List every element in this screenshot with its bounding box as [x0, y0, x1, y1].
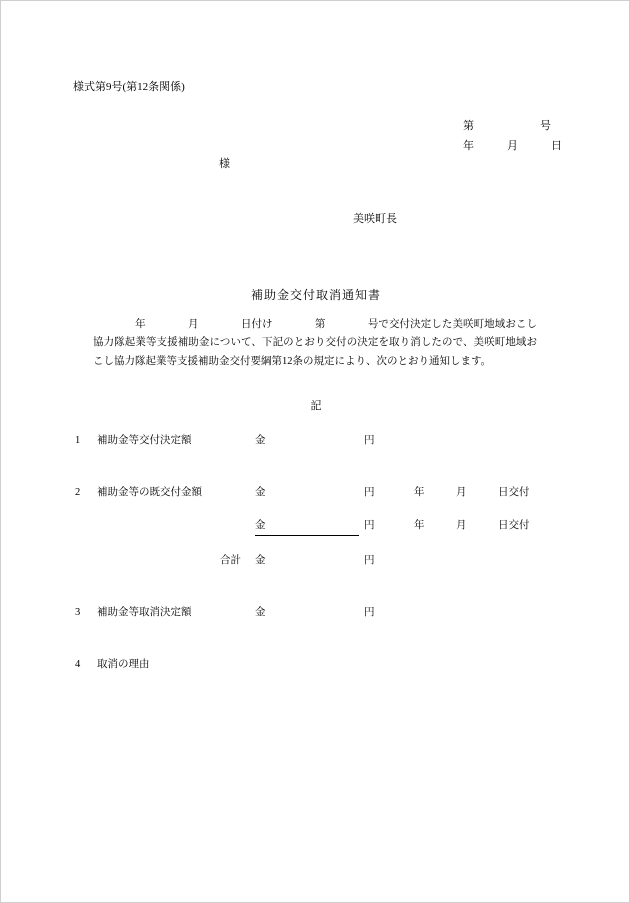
body-text: 年 月 日付け 第 号で交付決定した美咲町地域おこし協力隊起業等支援補助金について、下記のとおり交付の決定を取り消したので、美咲町地域おこし協力隊起業等支援補助金交付要綱第12条の規定により、次のとおり通知します。 [93, 319, 537, 367]
item-yen-unit: 円 [364, 607, 375, 618]
form-code-label: 様式第9号(第12条関係) [73, 81, 185, 93]
item-yen-unit: 円 [364, 435, 375, 446]
item-yen-unit: 円 [364, 520, 375, 531]
page-title: 補助金交付取消通知書 [250, 288, 381, 302]
issuer-label: 美咲町長 [353, 213, 397, 225]
list-item [75, 485, 565, 501]
item-yen-unit: 円 [364, 555, 375, 566]
item-yen-unit: 円 [364, 487, 375, 498]
item-amount-marker: 金 [255, 555, 266, 566]
item-amount-marker: 金 [255, 487, 266, 498]
body-paragraph [93, 316, 537, 371]
document-date-line: 年 月 日 [463, 140, 562, 152]
item-label: 補助金等の既交付金額 [97, 487, 202, 498]
document-body [1, 1, 630, 903]
item-number: 4 [75, 659, 81, 670]
item-label: 取消の理由 [97, 659, 150, 670]
item-amount-marker: 金 [255, 607, 266, 618]
item-payment-date: 年 月 日交付 [414, 487, 530, 498]
list-item-total [75, 553, 565, 569]
item-number: 2 [75, 487, 81, 498]
ki-marker: 記 [310, 400, 322, 412]
item-amount-marker-underlined: 金 [255, 518, 359, 536]
list-item [75, 605, 565, 621]
document-number-line: 第 号 [463, 120, 551, 132]
item-number: 1 [75, 435, 81, 446]
item-number: 3 [75, 607, 81, 618]
item-label: 補助金等取消決定額 [97, 607, 192, 618]
addressee-label: 様 [219, 158, 230, 170]
items-list [75, 433, 565, 670]
list-item [75, 433, 565, 449]
item-label: 補助金等交付決定額 [97, 435, 192, 446]
item-payment-date: 年 月 日交付 [414, 520, 530, 531]
list-item [75, 657, 565, 673]
total-label: 合計 [220, 555, 241, 566]
item-amount-marker: 金 [255, 435, 266, 446]
list-item [75, 518, 565, 534]
